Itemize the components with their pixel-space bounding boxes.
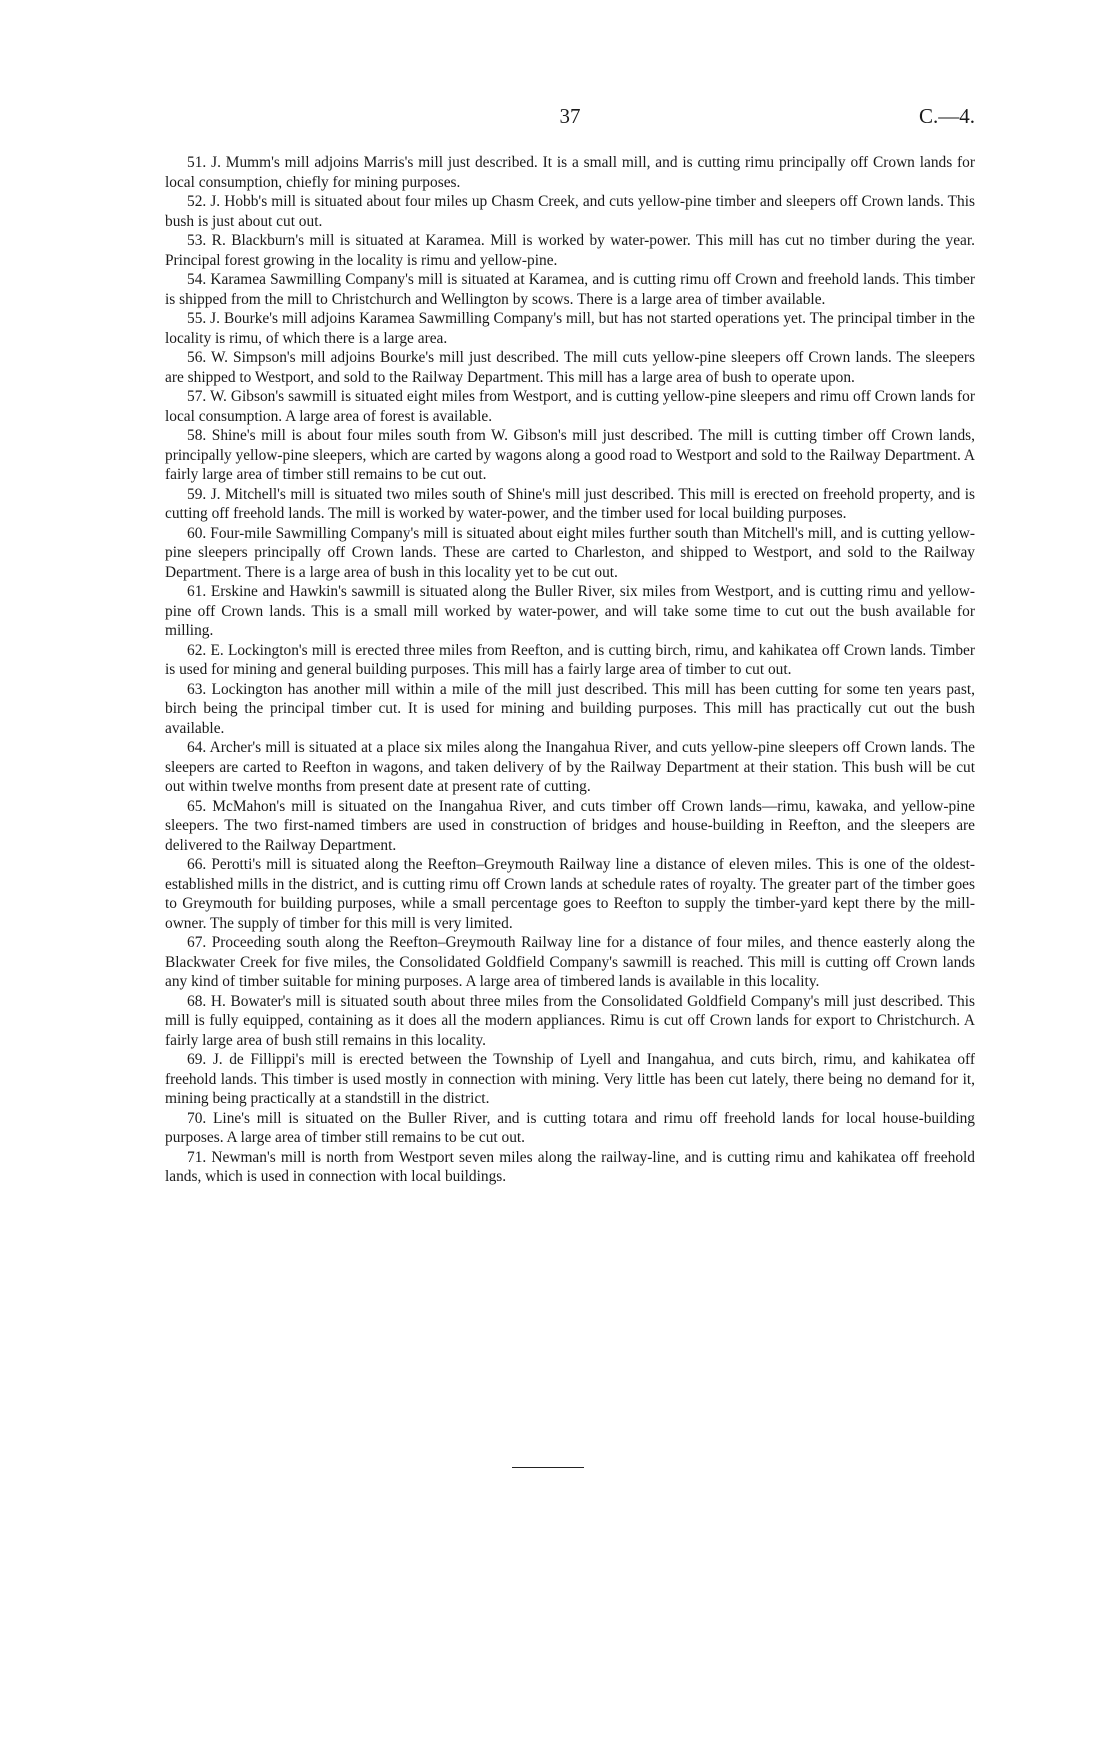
paragraph-68: 68. H. Bowater's mill is situated south about three miles from the Consolidated Goldfield Company's mill just described. This mill is fully equipped, containing as it does all the modern appliances. Rimu is cut off Crown lands for export to Christchurch. A fairly large area of bush still remains in this locality. (165, 992, 975, 1049)
paragraph-67: 67. Proceeding south along the Reefton–Greymouth Railway line for a distance of four miles, and thence easterly along the Blackwater Creek for five miles, the Consolidated Goldfield Company's sawmill is reached. This mill is cutting off Crown lands any kind of timber suitable for mining purposes. A large area of timbered lands is available in this locality. (165, 934, 975, 990)
paragraph-53: 53. R. Blackburn's mill is situated at Karamea. Mill is worked by water-power. This mill has cut no timber during the year. Principal forest growing in the locality is rimu and yellow-pine. (165, 232, 975, 269)
paragraph-54: 54. Karamea Sawmilling Company's mill is situated at Karamea, and is cutting rimu off Crown and freehold lands. This timber is shipped from the mill to Christchurch and Wellington by scows. There is a large area of timber available. (165, 271, 975, 308)
paragraph-65: 65. McMahon's mill is situated on the Inangahua River, and cuts timber off Crown lands—rimu, kawaka, and yellow-pine sleepers. The two first-named timbers are used in construction of bridges and house-building in Reefton, and the sleepers are delivered to the Railway Department. (165, 797, 975, 854)
closing-rule (512, 1467, 584, 1468)
paragraph-57: 57. W. Gibson's sawmill is situated eight miles from Westport, and is cutting yellow-pine sleepers and rimu off Crown lands for local consumption. A large area of forest is available. (165, 388, 975, 425)
paragraph-69: 69. J. de Fillippi's mill is erected between the Township of Lyell and Inangahua, and cuts birch, rimu, and kahikatea off freehold lands. This timber is used mostly in connection with mining. Very little has been cut lately, there being no demand for it, mining being practically at a standstill in the district. (165, 1051, 975, 1107)
paragraph-58: 58. Shine's mill is about four miles south from W. Gibson's mill just described. The mill is cutting timber off Crown lands, principally yellow-pine sleepers, which are carted by wagons along a good road to Westport and sold to the Railway Department. A fairly large area of timber still remains to be cut out. (165, 427, 975, 483)
paragraph-62: 62. E. Lockington's mill is erected three miles from Reefton, and is cutting birch, rimu, and kahikatea off Crown lands. Timber is used for mining and general building purposes. This mill has a fairly large area of timber to cut out. (165, 641, 975, 678)
paragraph-60: 60. Four-mile Sawmilling Company's mill is situated about eight miles further south than Mitchell's mill, and is cutting yellow-pine sleepers principally off Crown lands. These are carted to Charleston, and shipped to Westport, and sold to the Railway Department. There is a large area of bush in this locality yet to be cut out. (165, 524, 975, 581)
paragraph-56: 56. W. Simpson's mill adjoins Bourke's mill just described. The mill cuts yellow-pine sleepers off Crown lands. The sleepers are shipped to Westport, and sold to the Railway Department. This mill has a large area of bush to operate upon. (165, 349, 975, 386)
paragraph-71: 71. Newman's mill is north from Westport seven miles along the railway-line, and is cutting rimu and kahikatea off freehold lands, which is used in connection with local buildings. (165, 1148, 975, 1185)
paragraph-70: 70. Line's mill is situated on the Buller River, and is cutting totara and rimu off freehold lands for local house-building purposes. A large area of timber still remains to be cut out. (165, 1109, 975, 1146)
page-number: 37 (559, 104, 581, 128)
paragraph-64: 64. Archer's mill is situated at a place six miles along the Inangahua River, and cuts yellow-pine sleepers off Crown lands. The sleepers are carted to Reefton in wagons, and taken delivery of by the Railway Department at their station. This bush will be cut out within twelve months from present date at present rate of cutting. (165, 739, 975, 795)
paragraph-63: 63. Lockington has another mill within a mile of the mill just described. This mill has been cutting for some ten years past, birch being the principal timber cut. It is used for mining and building purposes. This mill has practically cut out the bush available. (165, 680, 975, 737)
page-header (165, 104, 975, 136)
paragraph-52: 52. J. Hobb's mill is situated about four miles up Chasm Creek, and cuts yellow-pine timber and sleepers off Crown lands. This bush is just about cut out. (165, 193, 975, 230)
body-text (165, 153, 975, 1187)
document-code: C.—4. (918, 104, 975, 128)
paragraph-59: 59. J. Mitchell's mill is situated two miles south of Shine's mill just described. This mill is erected on freehold property, and is cutting off freehold lands. The mill is worked by water-power, and the timber used for local building purposes. (165, 485, 975, 522)
paragraph-61: 61. Erskine and Hawkin's sawmill is situated along the Buller River, six miles from Westport, and is cutting rimu and yellow-pine off Crown lands. This is a small mill worked by water-power, and will take some time to cut out the bush available for milling. (165, 583, 975, 639)
paragraph-51: 51. J. Mumm's mill adjoins Marris's mill just described. It is a small mill, and is cutting rimu principally off Crown lands for local consumption, chiefly for mining purposes. (165, 154, 975, 191)
paragraph-66: 66. Perotti's mill is situated along the Reefton–Greymouth Railway line a distance of eleven miles. This is one of the oldest-established mills in the district, and is cutting rimu off Crown lands at schedule rates of royalty. The greater part of the timber goes to Greymouth for building purposes, while a small percentage goes to Reefton to supply the timber-yard kept there by the mill-owner. The supply of timber for this mill is very limited. (165, 856, 975, 932)
paragraph-55: 55. J. Bourke's mill adjoins Karamea Sawmilling Company's mill, but has not started operations yet. The principal timber in the locality is rimu, of which there is a large area. (165, 310, 975, 347)
